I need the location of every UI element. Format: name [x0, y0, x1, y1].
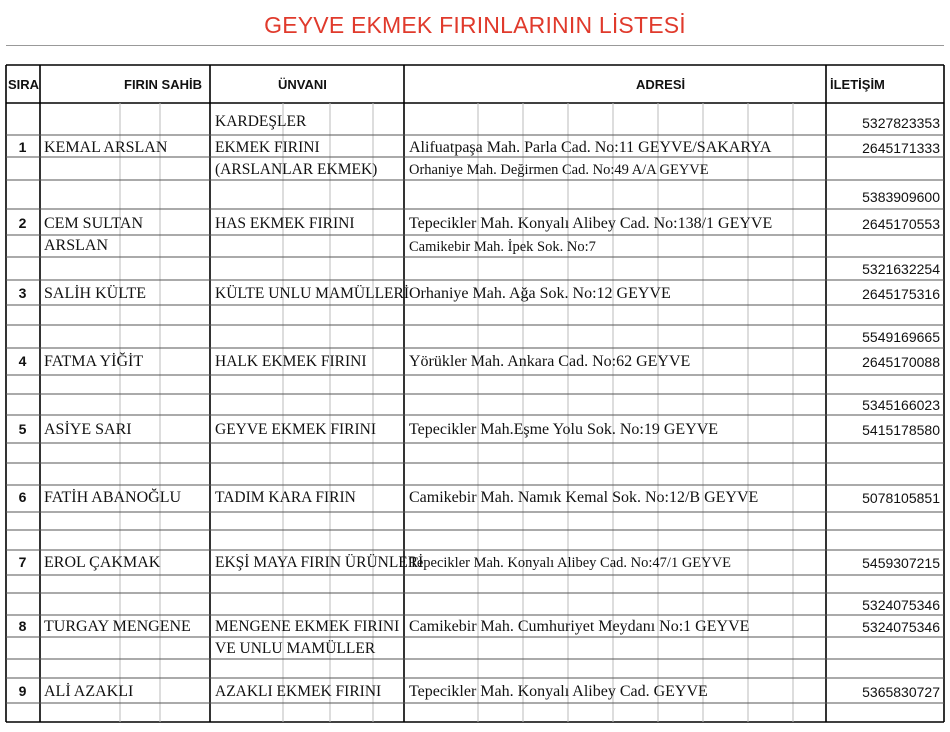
row-9-title: AZAKLI EKMEK FIRINI — [215, 683, 382, 700]
row-1-address-2: Orhaniye Mah. Değirmen Cad. No:49 A/A GEYVE — [409, 162, 709, 178]
row-5-owner: ASİYE SARI — [44, 421, 132, 438]
row-8-title-line-1: MENGENE EKMEK FIRINI — [215, 618, 400, 635]
row-8-title-line-2: VE UNLU MAMÜLLER — [215, 640, 376, 657]
row-3-title: KÜLTE UNLU MAMÜLLERİ — [215, 285, 410, 302]
row-3-phone-2: 2645175316 — [862, 286, 940, 302]
row-4-phone-2: 2645170088 — [862, 354, 940, 370]
row-1-title-line-2: EKMEK FIRINI — [215, 139, 320, 156]
row-1-number: 1 — [18, 139, 27, 155]
header-unvani: ÜNVANI — [278, 77, 327, 92]
row-8-phone-2: 5324075346 — [862, 619, 940, 635]
row-4-phone-1: 5549169665 — [862, 329, 940, 345]
row-1-title-line-3: (ARSLANLAR EKMEK) — [215, 161, 378, 178]
header-iletisim: İLETİŞİM — [830, 77, 885, 92]
header-firin-sahibi: FIRIN SAHİB — [124, 77, 202, 92]
row-6-phone: 5078105851 — [862, 490, 940, 506]
row-6-number: 6 — [18, 489, 27, 505]
row-9-number: 9 — [18, 683, 27, 699]
row-5-number: 5 — [18, 421, 27, 437]
row-5-phone-1: 5345166023 — [862, 397, 940, 413]
row-2-phone-2: 2645170553 — [862, 216, 940, 232]
row-2-address-1: Tepecikler Mah. Konyalı Alibey Cad. No:138/1 GEYVE — [409, 215, 773, 232]
row-3-number: 3 — [18, 285, 27, 301]
row-9-owner: ALİ AZAKLI — [44, 683, 134, 700]
row-1-address-1: Alifuatpaşa Mah. Parla Cad. No:11 GEYVE/SAKARYA — [409, 139, 772, 156]
row-9-address: Tepecikler Mah. Konyalı Alibey Cad. GEYVE — [409, 683, 708, 700]
row-6-address: Camikebir Mah. Namık Kemal Sok. No:12/B GEYVE — [409, 489, 759, 506]
row-5-address: Tepecikler Mah.Eşme Yolu Sok. No:19 GEYVE — [409, 421, 719, 438]
row-7-number: 7 — [18, 554, 27, 570]
row-8-owner: TURGAY MENGENE — [44, 618, 191, 635]
page-title: GEYVE EKMEK FIRINLARININ LİSTESİ — [264, 12, 686, 38]
row-8-address: Camikebir Mah. Cumhuriyet Meydanı No:1 GEYVE — [409, 618, 750, 635]
row-2-title: HAS EKMEK FIRINI — [215, 215, 355, 232]
row-4-address: Yörükler Mah. Ankara Cad. No:62 GEYVE — [409, 353, 691, 370]
row-4-number: 4 — [18, 353, 27, 369]
row-5-phone-2: 5415178580 — [862, 422, 940, 438]
row-2-owner-line-1: CEM SULTAN — [44, 215, 144, 232]
row-1-phone-1: 5327823353 — [862, 115, 940, 131]
row-1-owner: KEMAL ARSLAN — [44, 139, 168, 156]
header-adresi: ADRESİ — [636, 77, 686, 92]
row-7-address: Tepecikler Mah. Konyalı Alibey Cad. No:47/1 GEYVE — [409, 555, 731, 571]
row-6-title: TADIM KARA FIRIN — [215, 489, 356, 506]
row-4-owner: FATMA YİĞİT — [44, 353, 144, 370]
row-2-owner-line-2: ARSLAN — [44, 237, 109, 254]
row-5-title: GEYVE EKMEK FIRINI — [215, 421, 377, 438]
row-2-phone-1: 5383909600 — [862, 189, 940, 205]
header-sira: SIRA — [8, 77, 40, 92]
row-1-title-line-1: KARDEŞLER — [215, 113, 307, 130]
row-2-number: 2 — [18, 215, 27, 231]
row-7-title: EKŞİ MAYA FIRIN ÜRÜNLERİ — [215, 554, 424, 571]
row-9-phone: 5365830727 — [862, 684, 940, 700]
row-7-phone: 5459307215 — [862, 555, 940, 571]
row-2-address-2: Camikebir Mah. İpek Sok. No:7 — [409, 239, 596, 255]
row-4-title: HALK EKMEK FIRINI — [215, 353, 367, 370]
row-1-phone-2: 2645171333 — [862, 140, 940, 156]
row-3-phone-1: 5321632254 — [862, 261, 940, 277]
row-6-owner: FATİH ABANOĞLU — [44, 489, 182, 506]
row-7-owner: EROL ÇAKMAK — [44, 554, 161, 571]
row-8-phone-1: 5324075346 — [862, 597, 940, 613]
row-3-address: Orhaniye Mah. Ağa Sok. No:12 GEYVE — [409, 285, 671, 302]
row-3-owner: SALİH KÜLTE — [44, 285, 147, 302]
row-8-number: 8 — [18, 618, 27, 634]
